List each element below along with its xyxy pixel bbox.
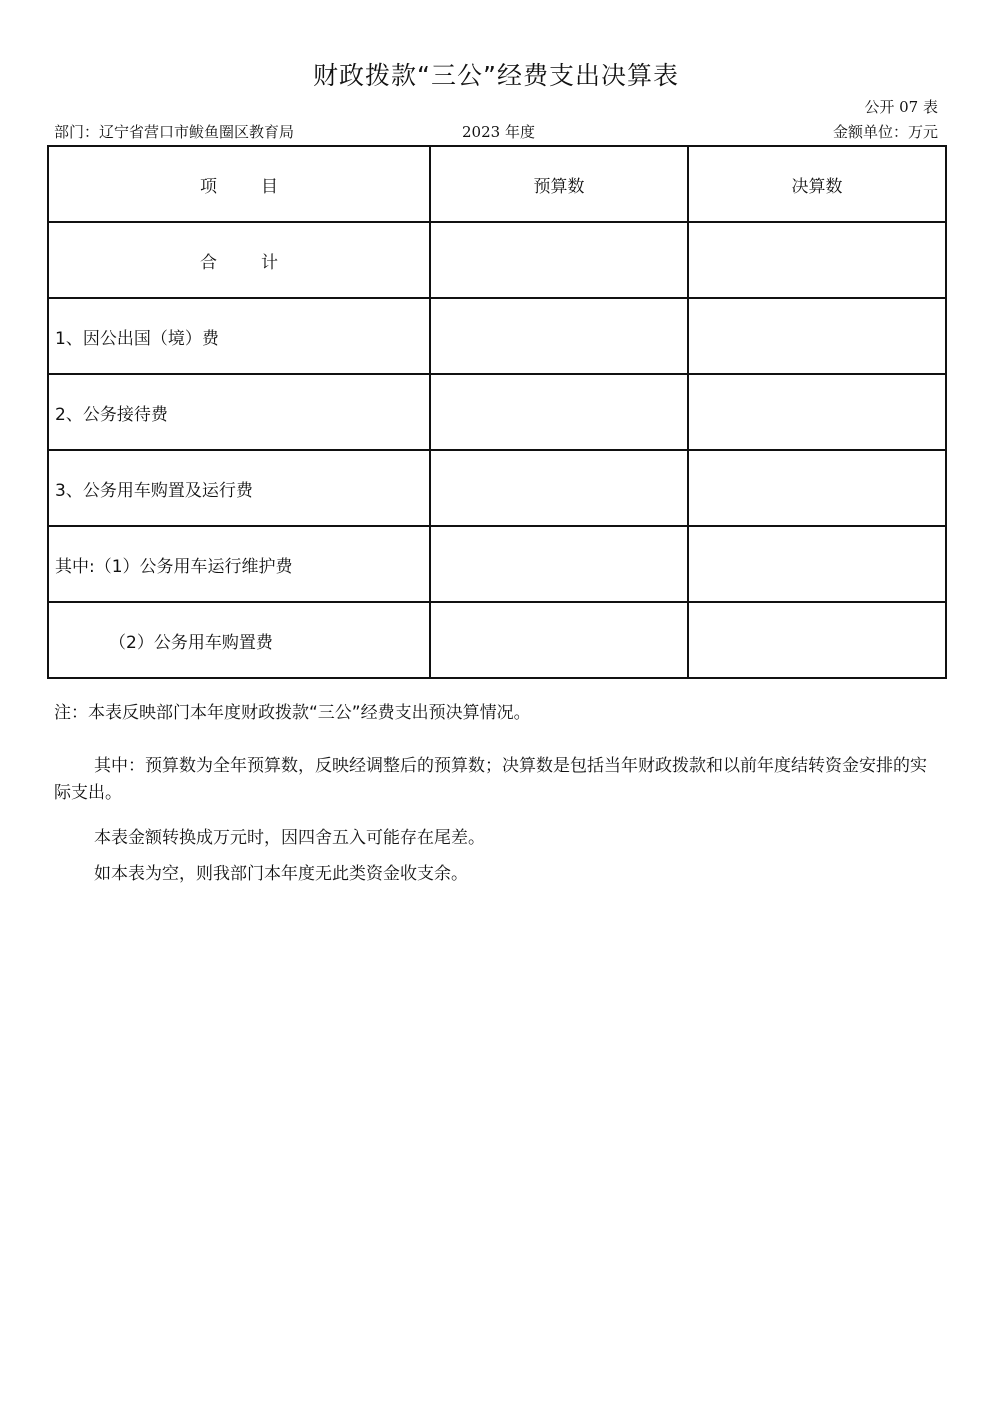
header-final: 决算数 — [688, 146, 946, 222]
header-item — [48, 146, 430, 222]
table-row — [48, 602, 946, 678]
fiscal-year: 2023 年度 — [462, 123, 535, 141]
amount-unit: 金额单位：万元 — [832, 123, 938, 141]
budget-cell — [430, 374, 688, 450]
row-label: 其中:（1）公务用车运行维护费 — [48, 526, 430, 602]
page-title: 财政拨款“三公”经费支出决算表 — [313, 61, 679, 90]
note-paragraph: 注：本表反映部门本年度财政拨款“三公”经费支出预决算情况。 — [54, 703, 531, 723]
row-label: 3、公务用车购置及运行费 — [48, 450, 430, 526]
total-label-char-b: 计 — [261, 252, 278, 273]
form-number: 公开 07 表 — [864, 98, 938, 116]
budget-cell — [430, 298, 688, 374]
table-row — [48, 526, 946, 602]
final-cell — [688, 450, 946, 526]
table-row — [48, 298, 946, 374]
final-cell — [688, 374, 946, 450]
table-row — [48, 374, 946, 450]
total-label-char-a: 合 — [200, 252, 217, 273]
header-item-char-b: 目 — [261, 176, 278, 197]
note-paragraph: 本表金额转换成万元时，因四舍五入可能存在尾差。 — [94, 828, 485, 848]
budget-cell — [430, 526, 688, 602]
header-item-char-a: 项 — [200, 176, 217, 197]
final-cell — [688, 298, 946, 374]
header-budget: 预算数 — [430, 146, 688, 222]
expense-table — [47, 145, 947, 679]
final-cell — [688, 526, 946, 602]
row-label: 2、公务接待费 — [48, 374, 430, 450]
note-paragraph: 其中：预算数为全年预算数，反映经调整后的预算数；决算数是包括当年财政拨款和以前年度结转资金安排的实际支出。 — [54, 756, 927, 803]
final-cell — [688, 602, 946, 678]
table-row-total — [48, 222, 946, 298]
budget-cell — [430, 450, 688, 526]
table-row — [48, 450, 946, 526]
total-budget-cell — [430, 222, 688, 298]
table-header-row — [48, 146, 946, 222]
row-label: （2）公务用车购置费 — [48, 602, 430, 678]
row-label: 1、因公出国（境）费 — [48, 298, 430, 374]
total-label — [48, 222, 430, 298]
budget-cell — [430, 602, 688, 678]
department-label: 部门：辽宁省营口市鲅鱼圈区教育局 — [54, 123, 295, 141]
total-final-cell — [688, 222, 946, 298]
notes-section — [54, 700, 940, 888]
note-paragraph: 如本表为空，则我部门本年度无此类资金收支余。 — [94, 864, 468, 884]
